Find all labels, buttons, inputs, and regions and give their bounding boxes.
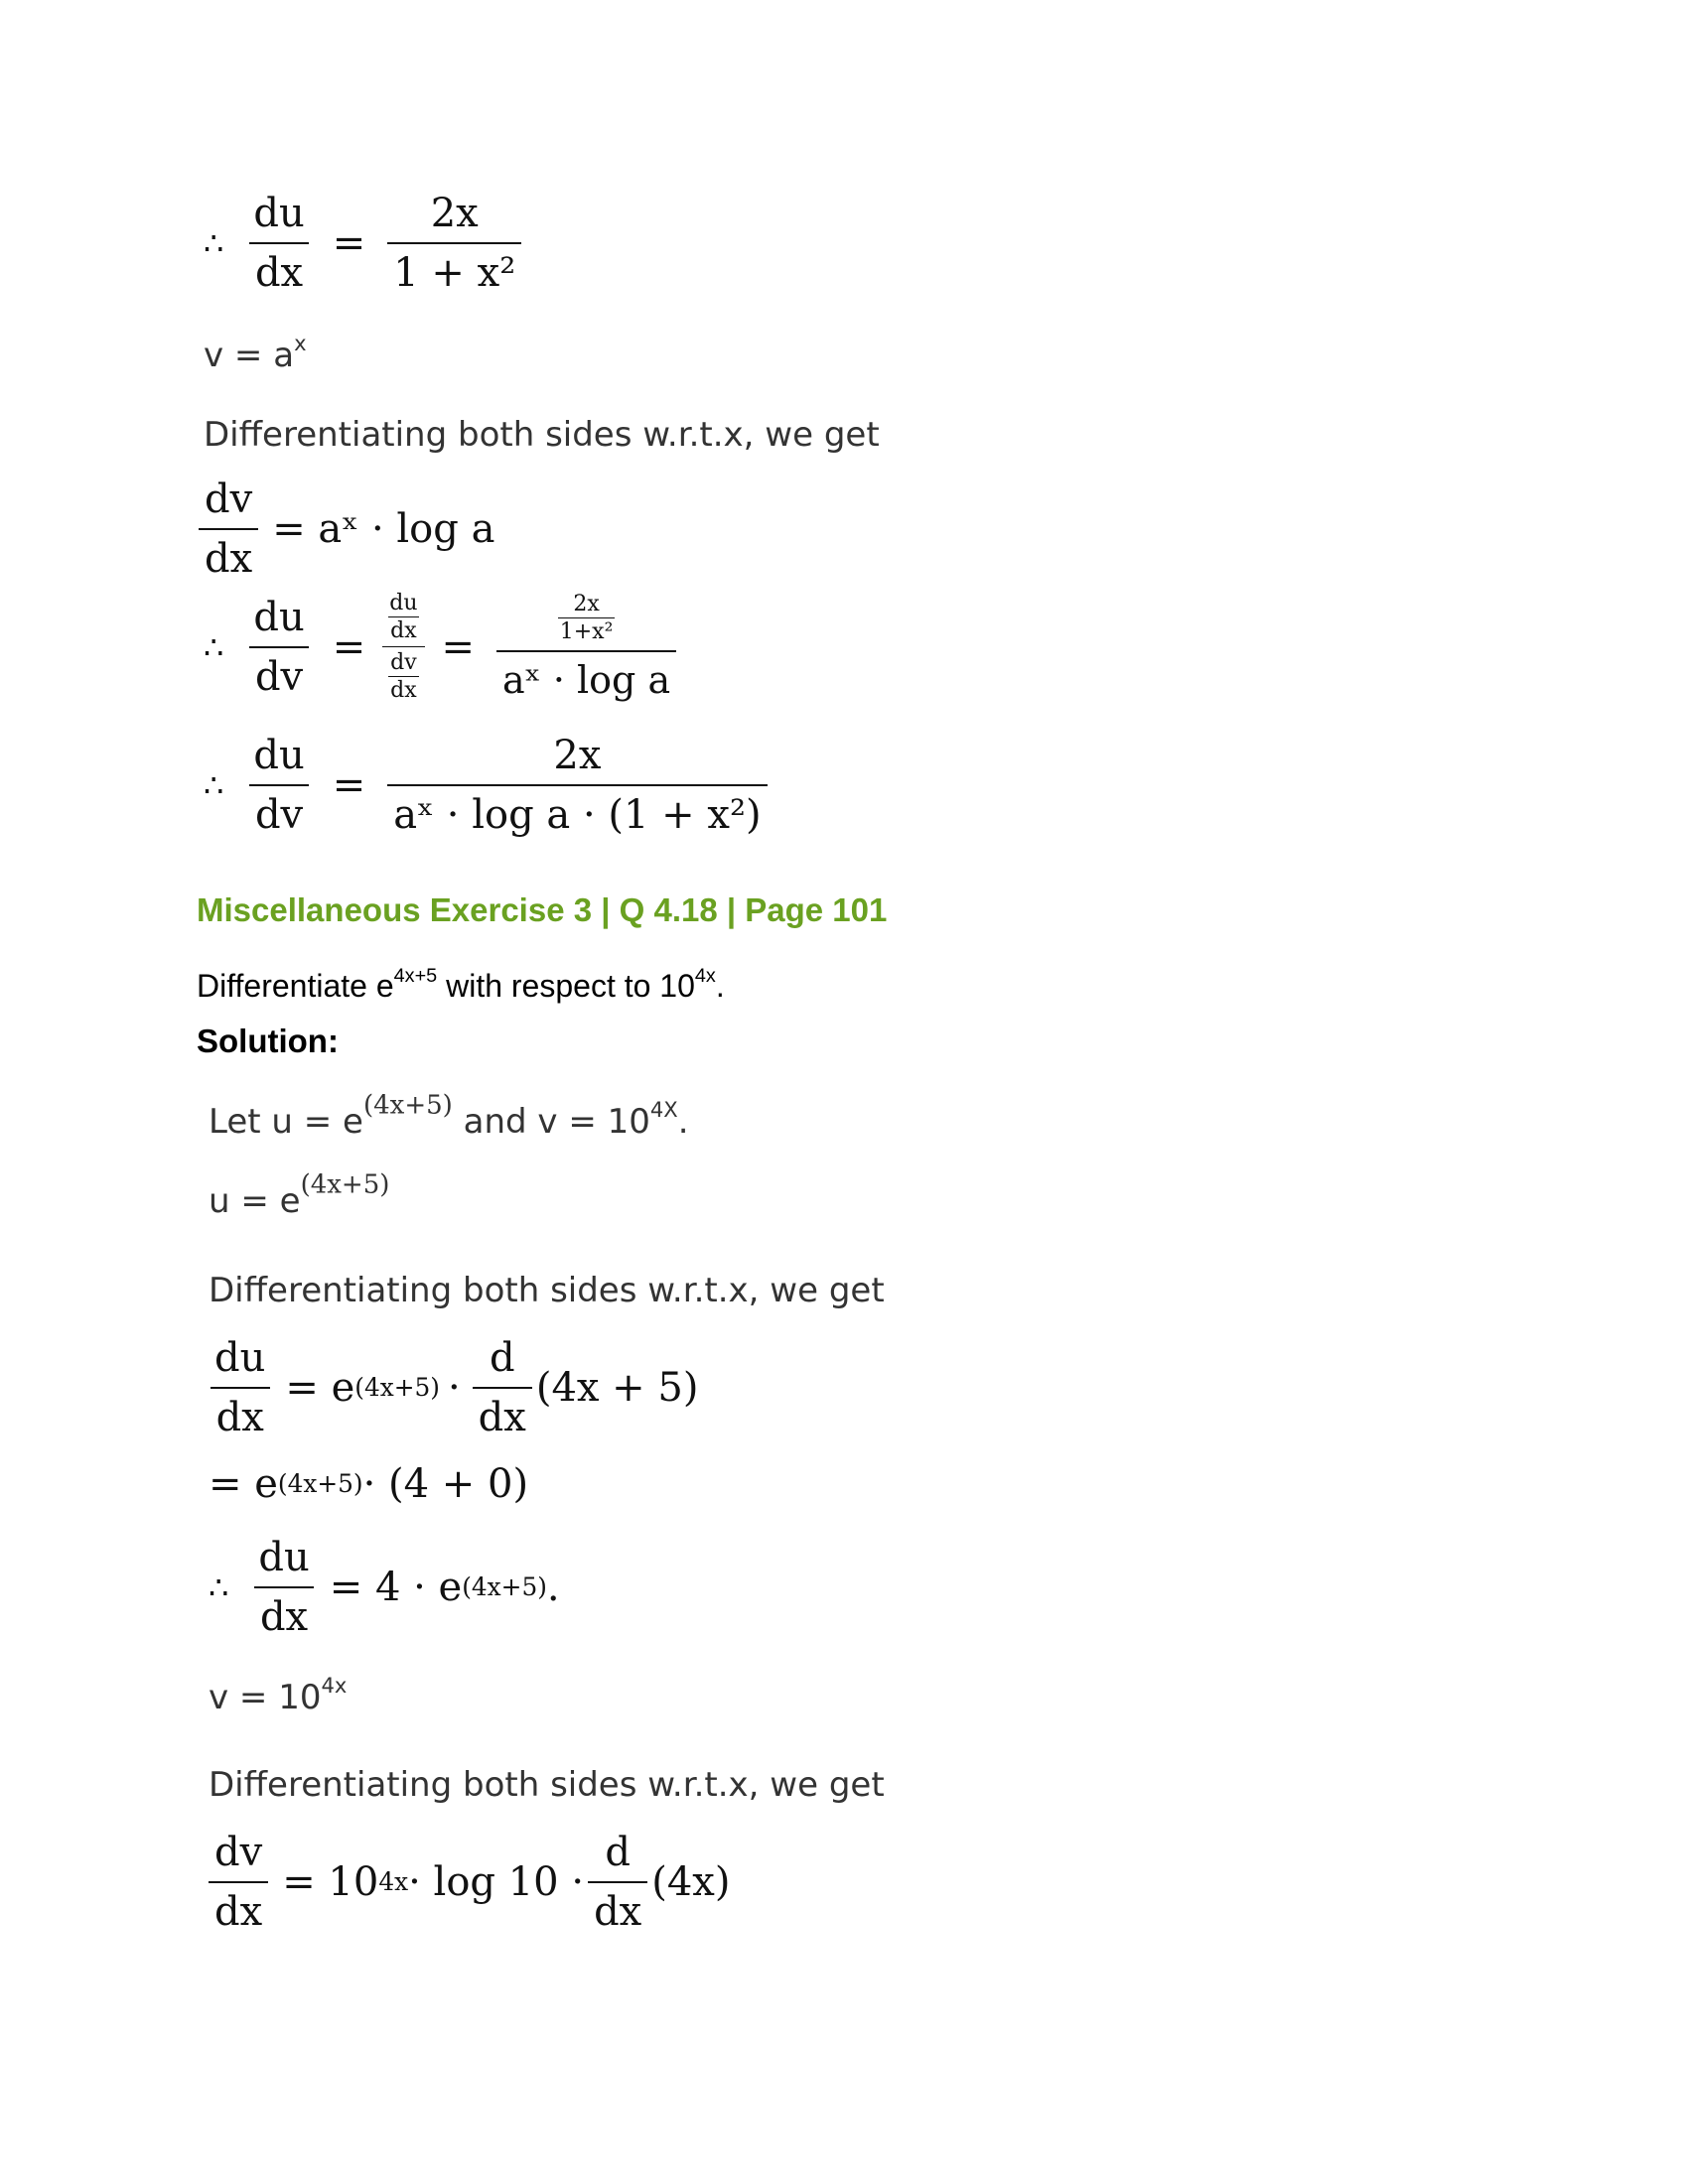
fraction-dv-dx: $\frac{dv}{dx}$	[199, 477, 258, 582]
equation-du-dx-result: ∴ $\frac{du}{dx}$ = 4 · e (4x+5) .	[209, 1535, 560, 1640]
equation-du-dx: ∴ $\frac{du}{dx}$ = $\frac{2x}{\text{1 + x²}}$	[204, 191, 535, 296]
compound-fraction: $\frac{\frac{du}{dx}}{\frac{dv}{dx}}$	[381, 591, 425, 703]
equation-dv-dx: $\frac{dv}{dx}$ = aˣ · log a	[199, 477, 494, 582]
let-definition: Let $u = e^{(4x+5)}$ and $v = 10^{4X}$.	[209, 1090, 689, 1142]
fraction-du-dv: $\frac{du}{dv}$	[247, 595, 310, 700]
fraction-du-dx: $\frac{du}{dx}$	[247, 191, 310, 296]
solution-label: Solution:	[197, 1023, 339, 1059]
differentiating-text-3: Differentiating both sides w.r.t.x, we get	[209, 1765, 885, 1805]
exercise-heading[interactable]: Miscellaneous Exercise 3 | Q 4.18 | Page 101	[197, 891, 888, 928]
equation-du-dv-ratio: ∴ $\frac{du}{dv}$ = $\frac{\frac{du}{dx}}{\frac{dv}{dx}}$ = $\frac{\frac{2x}{\text{1+x²}}}{\text{aˣ · log a}}$	[204, 591, 690, 703]
equation-dv-dx-2: $\frac{dv}{dx}$ = 10 4x · log 10 · $\frac{d}{dx}$ (4x)	[209, 1830, 730, 1935]
fraction-2x-over: $\frac{2x}{\text{1 + x²}}$	[387, 191, 521, 296]
fraction-result: $\frac{\frac{2x}{\text{1+x²}}}{\text{aˣ · log a}}$	[496, 592, 676, 702]
therefore-symbol: ∴	[204, 224, 224, 262]
v-definition: $v = a^x$	[204, 331, 307, 375]
v-definition-2: $v = 10^{4x}$	[209, 1673, 348, 1717]
differentiating-text: Differentiating both sides w.r.t.x, we get	[204, 415, 880, 455]
u-definition: $u = e^{(4x+5)}$	[209, 1169, 390, 1221]
equation-step: = e (4x+5) · (4 + 0)	[209, 1461, 529, 1507]
differentiating-text-2: Differentiating both sides w.r.t.x, we get	[209, 1271, 885, 1310]
equation-du-dx-chain: $\frac{du}{dx}$ = e (4x+5) · $\frac{d}{dx}$ (4x + 5)	[209, 1335, 698, 1440]
equation-du-dv-final: ∴ $\frac{du}{dv}$ = $\frac{2x}{\text{aˣ · log a · (1 + x²)}}$	[204, 733, 781, 838]
question-text: Differentiate $e^{4x+5}$ with respect to $10^{4x}$.	[197, 965, 725, 1004]
